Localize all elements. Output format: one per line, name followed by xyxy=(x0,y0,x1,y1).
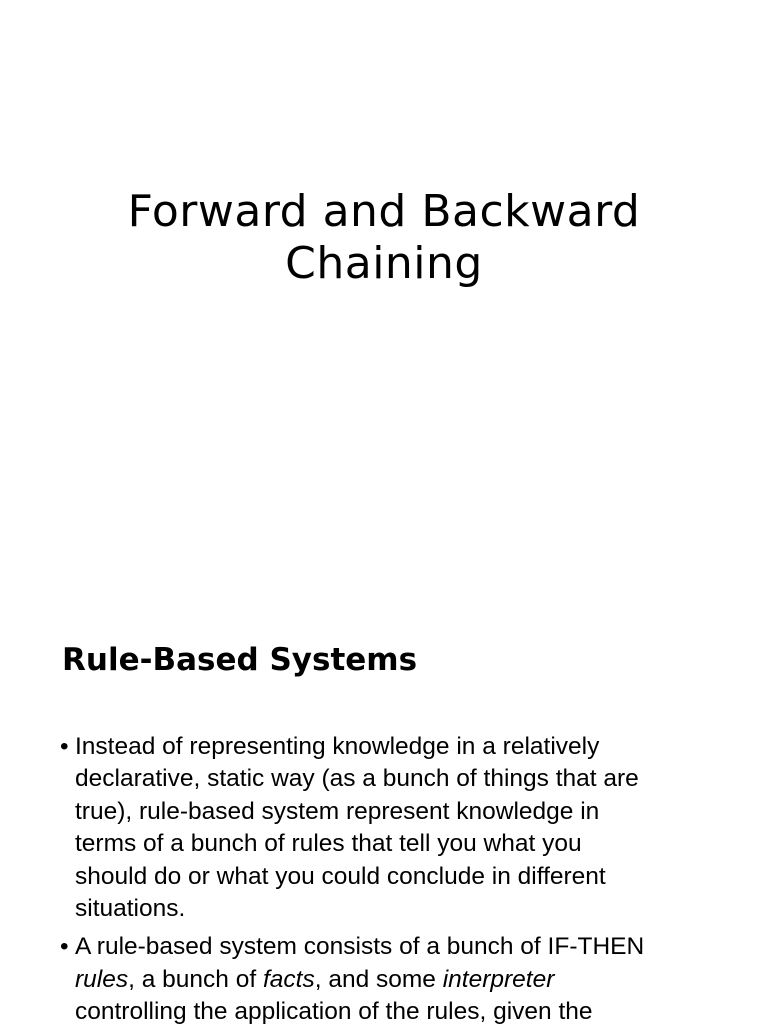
term-interpreter: interpreter xyxy=(442,965,555,993)
bullet-1-line-6: situations. xyxy=(75,895,186,923)
bullet-2-line-3: controlling the application of the rules, given the xyxy=(75,998,593,1024)
bullet-2-line-2 xyxy=(75,964,720,996)
bullet-1-line-2: declarative, static way (as a bunch of things that are xyxy=(75,765,639,793)
bullet-1-line-5: should do or what you could conclude in different xyxy=(75,862,606,890)
bullet-item-2 xyxy=(60,931,720,1024)
term-rules: rules xyxy=(75,965,129,993)
section-heading: Rule-Based Systems xyxy=(62,642,418,678)
bullet-1-line-3: true), rule-based system represent knowledge in xyxy=(75,797,600,825)
text-fragment: , and some xyxy=(314,965,443,993)
bullet-1-line-4: terms of a bunch of rules that tell you what you xyxy=(75,830,582,858)
bullet-list xyxy=(60,731,720,1024)
slide-title-line-2: Chaining xyxy=(285,238,483,289)
bullet-1-line-1: Instead of representing knowledge in a relatively xyxy=(75,733,600,760)
slide-title xyxy=(0,186,768,290)
term-facts: facts xyxy=(262,965,315,993)
bullet-icon: • xyxy=(60,933,69,961)
slide-title-line-1: Forward and Backward xyxy=(127,186,641,237)
text-fragment: , a bunch of xyxy=(128,965,263,993)
bullet-2-line-1: A rule-based system consists of a bunch of IF-THEN xyxy=(75,933,645,961)
bullet-icon: • xyxy=(60,733,69,760)
bullet-item-1 xyxy=(60,731,720,925)
